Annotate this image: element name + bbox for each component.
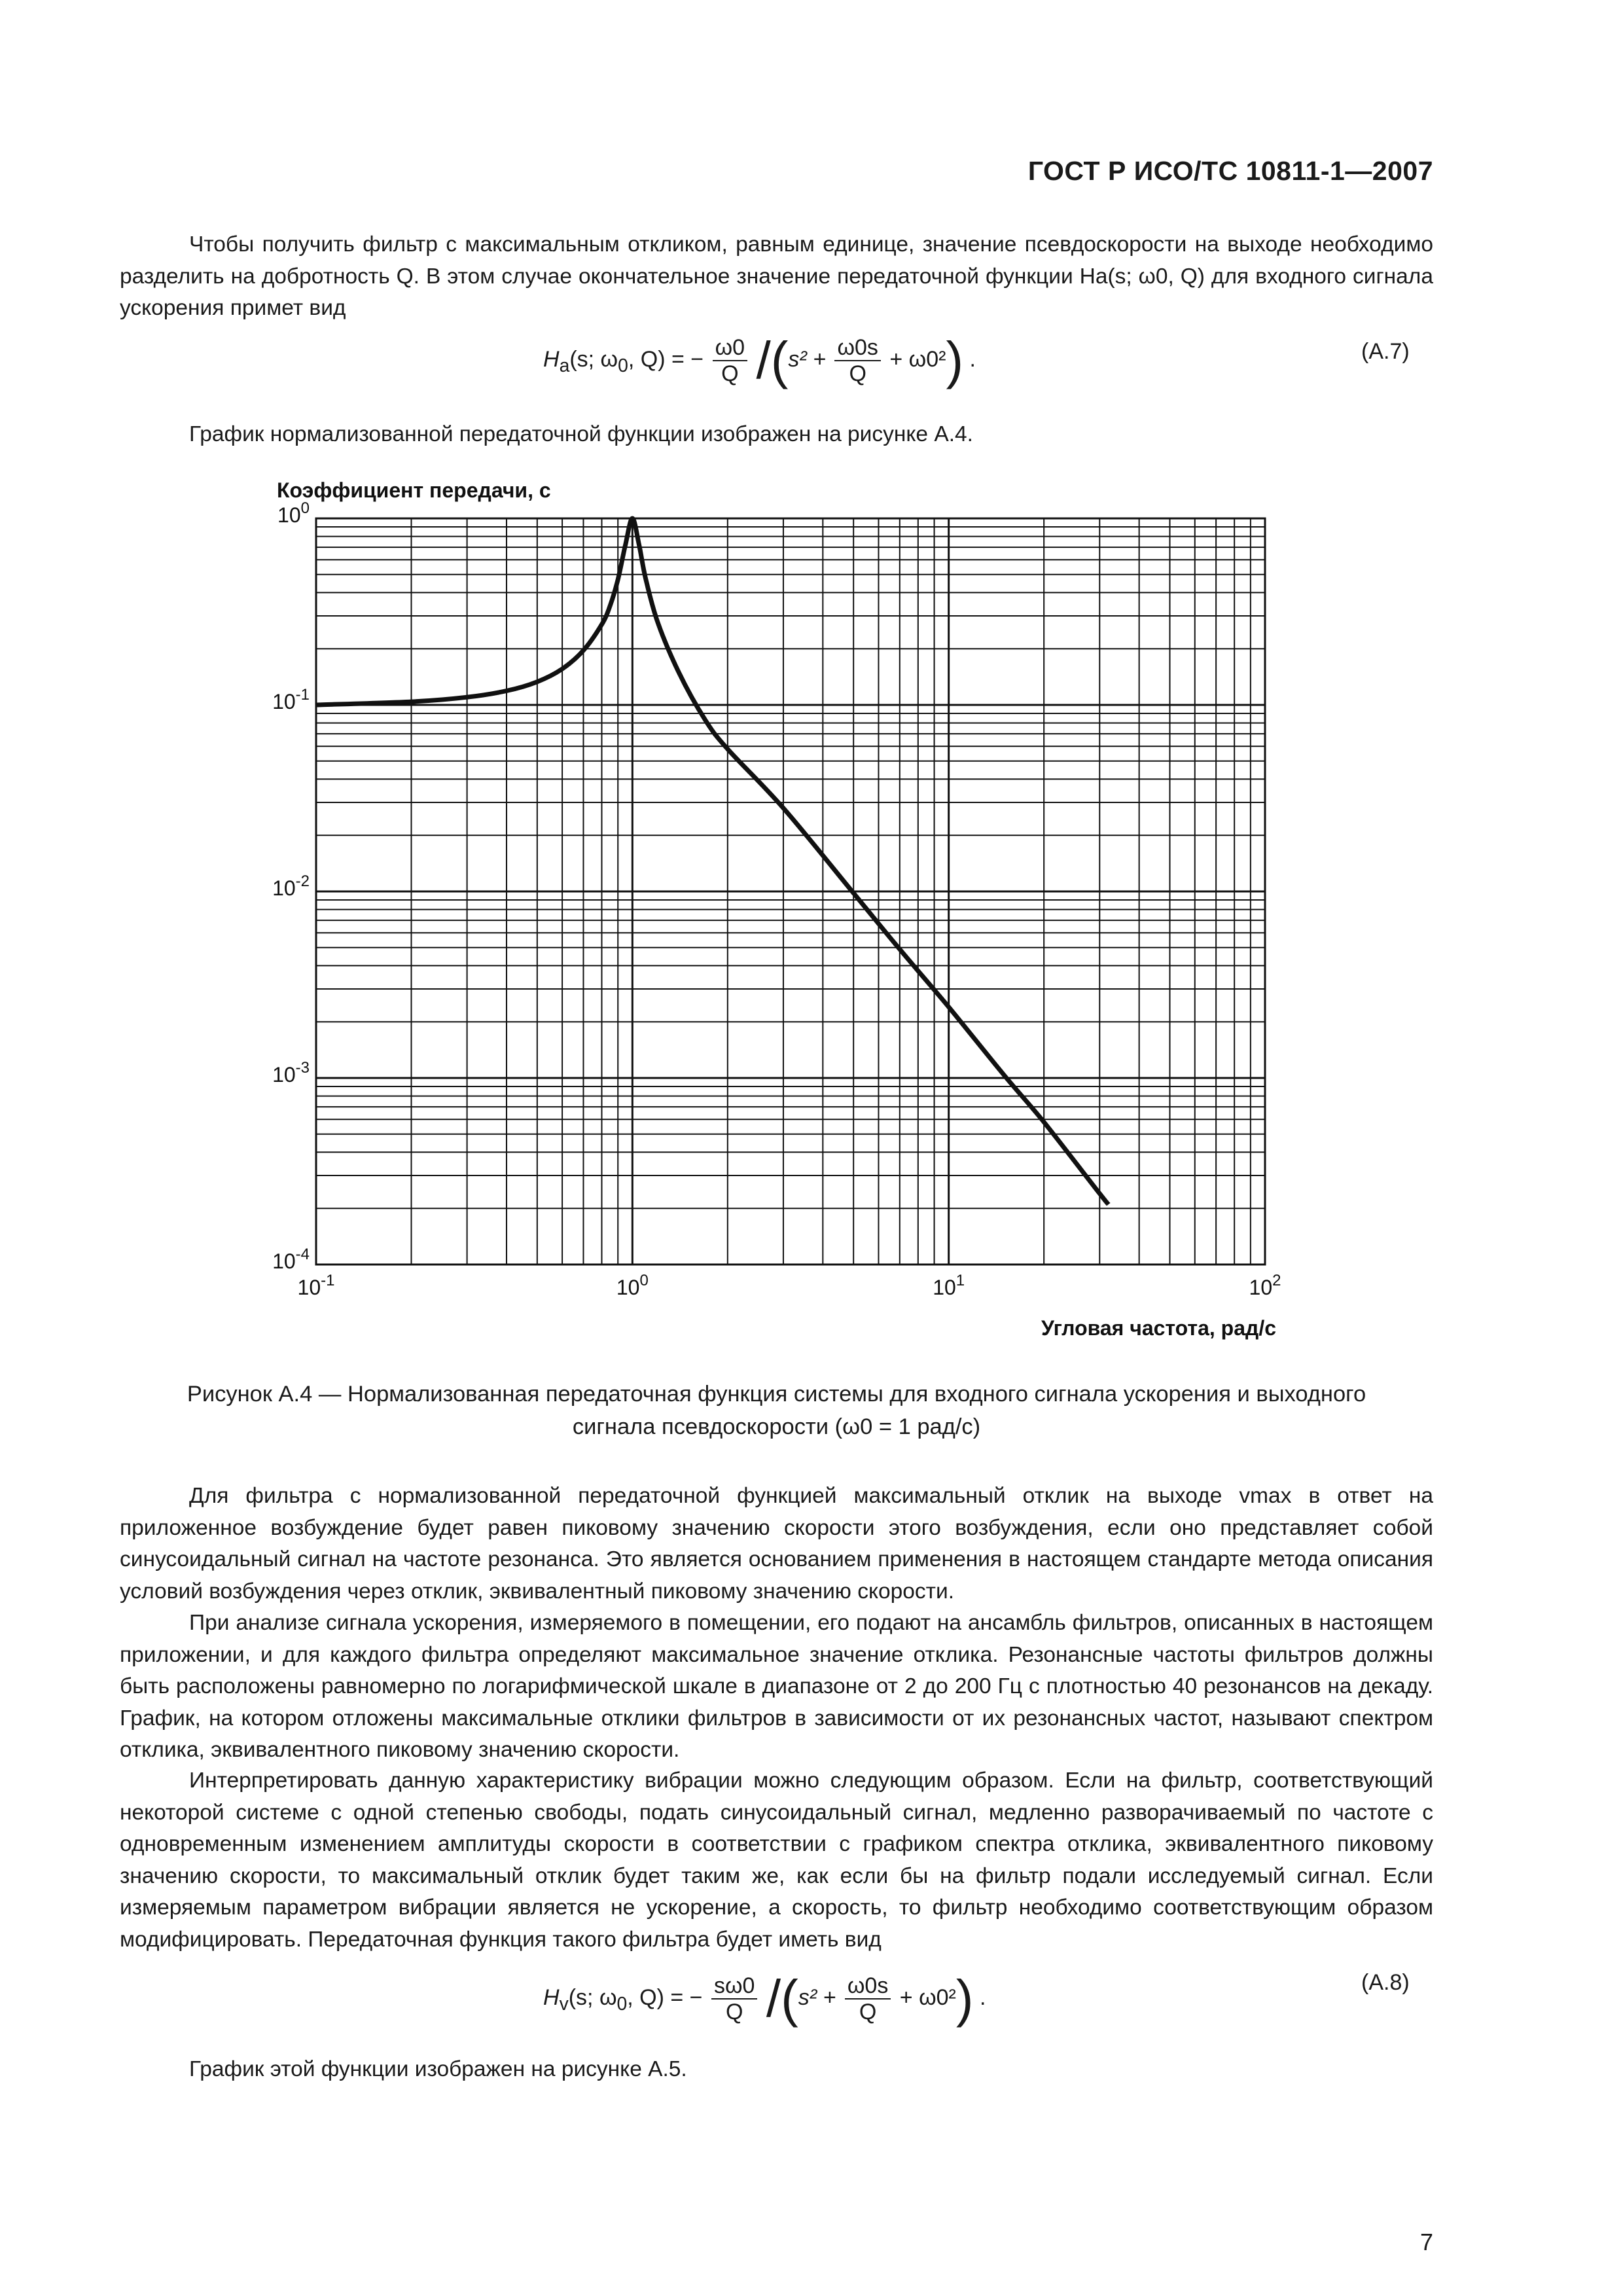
paragraph-2: График нормализованной передаточной функции изображен на рисунке А.4. <box>189 422 973 446</box>
eq-a8-symbol: H <box>543 1984 560 2010</box>
eq-a7-numerator: ω0 <box>713 335 747 361</box>
x-tick-label: $10^0$ <box>616 1272 649 1299</box>
eq-a7-args: (s; ω <box>569 346 618 372</box>
x-axis-label: Угловая частота, рад/с <box>1041 1316 1276 1340</box>
eq-a7-args-end: , Q) = − <box>628 346 704 372</box>
paragraph-5: Интерпретировать данную характеристику вибрации можно следующим образом. Если на фильтр, соответствующий некоторой системе с одной степенью свободы, подать синусоидальный сигнал, медленно разворачиваемый по частоте с одновременным изменением амплитуды скорости в соответствии с графиком спектра отклика, эквивалентного пиковому значению скорости, то максимальный отклик будет таким же, как если бы на фильтр подали исследуемый сигнал. Если измеряемым параметром вибрации является не ускорение, а скорость, то фильтр необходимо соответствующим образом модифицировать. Передаточная функция такого фильтра будет иметь вид <box>120 1768 1433 1952</box>
response-curve <box>316 518 1109 1204</box>
eq-a8-tail: + ω0² <box>893 1984 956 2010</box>
chart-grid <box>316 518 1265 1265</box>
eq-a7-inner-den: Q <box>849 361 866 386</box>
eq-a7-symbol: H <box>543 346 560 372</box>
equation-a8: $H_v(s$; $\omega_0$, Q) = − $\frac{s\omega 0}{Q}$ /(s² + $\frac{\omega 0s}{Q}$ + ω0²) . <box>543 1969 986 2028</box>
eq-a8-subscript: v <box>559 1993 569 2015</box>
caption-line-2: сигнала псевдоскорости (ω0 = 1 рад/с) <box>572 1414 981 1439</box>
x-tick-label: $10^{-1}$ <box>297 1272 335 1299</box>
x-tick-labels <box>298 1272 1281 1299</box>
y-tick-label: $10^{-3}$ <box>272 1059 310 1086</box>
eq-a7-denom-s2: s² + <box>788 346 832 372</box>
eq-a7-inner-fraction <box>834 335 880 386</box>
caption-line-1: Рисунок А.4 — Нормализованная передаточная функция системы для входного сигнала ускорения и выходного <box>187 1382 1366 1407</box>
x-tick-label: $10^1$ <box>933 1272 965 1299</box>
eq-a8-args-end: , Q) = − <box>627 1984 703 2010</box>
transfer-function-chart <box>249 471 1322 1355</box>
eq-a8-inner-den: Q <box>859 2000 877 2024</box>
paragraph-6: График этой функции изображен на рисунке А.5. <box>189 2057 687 2081</box>
y-tick-label: $10^0$ <box>277 499 310 527</box>
chart-series <box>316 518 1109 1204</box>
eq-a8-inner-num: ω0s <box>845 1973 891 2000</box>
eq-a7-subscript: a <box>559 355 570 376</box>
paragraph-3: Для фильтра с нормализованной передаточной функцией максимальный отклик на выходе vmax в ответ на приложенное возбуждение будет равен пиковому значению скорости этого возбуждения, если оно представляет собой синусоидальный сигнал на частоте резонанса. Это является основанием применения в настоящем стандарте метода описания условий возбуждения через отклик, эквивалентный пиковому значению скорости. <box>120 1484 1433 1604</box>
eq-a8-fraction <box>711 1973 757 2024</box>
eq-a8-args: (s; ω <box>568 1984 617 2010</box>
y-tick-labels <box>272 499 310 1273</box>
y-axis-label: Коэффициент передачи, с <box>277 478 551 502</box>
eq-a7-args-sub: 0 <box>618 355 628 376</box>
equation-a7: $H_a(s$; $\omega_0$, Q) = − $\frac{\omega 0}{Q}$ /(s² + $\frac{\omega 0s}{Q}$ + ω0²) . <box>543 331 976 389</box>
equation-a8-number: (А.8) <box>1361 1970 1410 1995</box>
y-tick-label: $10^{-2}$ <box>272 872 310 900</box>
eq-a8-denom-s2: s² + <box>798 1984 842 2010</box>
paragraph-1: Чтобы получить фильтр с максимальным откликом, равным единице, значение псевдоскорости на выходе необходимо разделить на добротность Q. В этом случае окончательное значение передаточной функции Ha(s; ω0, Q) для входного сигнала ускорения примет вид <box>120 232 1433 320</box>
eq-a8-denominator: Q <box>725 2000 743 2024</box>
eq-a7-denominator: Q <box>721 361 739 386</box>
document-header: ГОСТ Р ИСО/ТС 10811-1—2007 <box>1027 156 1433 186</box>
page-number: 7 <box>1419 2229 1433 2255</box>
paragraph-4: При анализе сигнала ускорения, измеряемого в помещении, его подают на ансамбль фильтров, описанных в настоящем приложении, и для каждого фильтра определяют максимальное значение отклика. Резонансные частоты фильтров должны быть расположены равномерно по логарифмической шкале в диапазоне от 2 до 200 Гц с плотностью 40 резонансов на декаду. График, на котором отложены максимальные отклики фильтров в зависимости от их резонансных частот, называют спектром отклика, эквивалентного пиковому значению скорости. <box>120 1611 1433 1762</box>
equation-a7-number: (А.7) <box>1361 339 1410 364</box>
eq-a8-args-sub: 0 <box>616 1993 628 2015</box>
eq-a7-fraction <box>713 335 747 386</box>
eq-a8-numerator: sω0 <box>711 1973 757 2000</box>
eq-a7-inner-num: ω0s <box>834 335 880 361</box>
eq-a8-inner-fraction <box>845 1973 891 2024</box>
eq-a7-tail: + ω0² <box>883 346 946 372</box>
x-tick-label: $10^2$ <box>1249 1272 1281 1299</box>
figure-caption <box>120 1378 1433 1443</box>
y-tick-label: $10^{-4}$ <box>272 1246 310 1273</box>
y-tick-label: $10^{-1}$ <box>272 686 310 713</box>
